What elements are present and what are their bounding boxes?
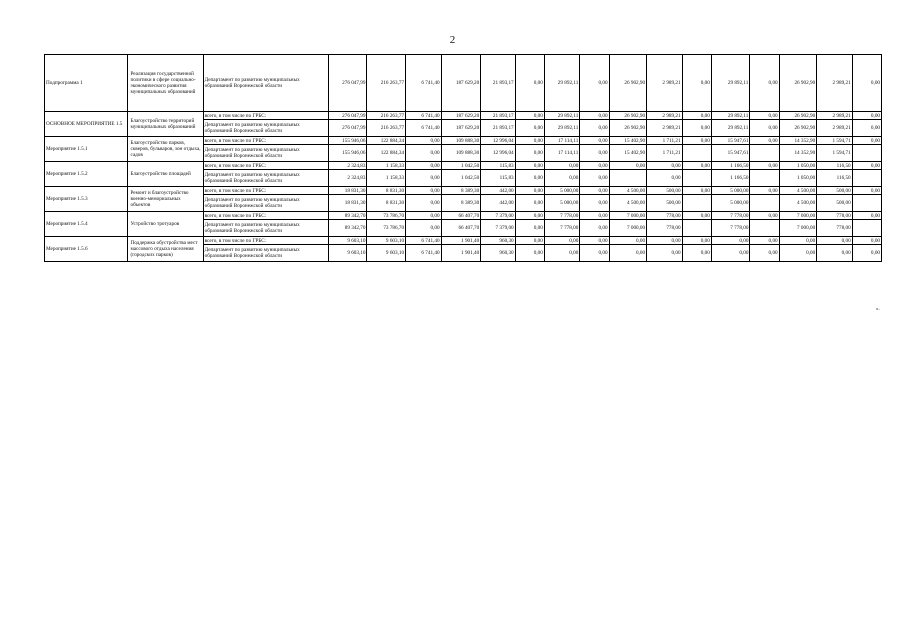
value-cell: 14 352,90: [779, 137, 817, 145]
value-cell: 29 892,11: [711, 112, 750, 120]
value-cell: 0,00: [406, 170, 441, 187]
value-cell: 4 500,00: [779, 195, 817, 212]
value-cell: 0,00: [609, 162, 647, 170]
value-cell: 0,00: [852, 55, 881, 112]
value-cell: 216 263,77: [367, 55, 406, 112]
value-cell: 1 594,71: [817, 145, 852, 162]
value-cell: 1 042,50: [441, 162, 481, 170]
value-cell: 216 263,77: [367, 120, 406, 137]
value-cell: 0,00: [580, 170, 609, 187]
value-cell: 66 407,70: [441, 212, 481, 220]
value-cell: 0,00: [779, 245, 817, 262]
value-cell: 109 888,30: [441, 145, 481, 162]
budget-table-sheet: [44, 54, 882, 262]
value-cell: [682, 170, 711, 187]
value-cell: 0,00: [406, 137, 441, 145]
row-name-cell: Мероприятие 1.5.3: [45, 187, 128, 212]
value-cell: 5 000,00: [544, 187, 579, 195]
value-cell: 0,00: [580, 137, 609, 145]
value-cell: 26 902,90: [609, 55, 647, 112]
value-cell: 0,00: [580, 55, 609, 112]
value-cell: 116,50: [817, 170, 852, 187]
value-cell: 0,00: [515, 120, 544, 137]
value-cell: 7 000,00: [609, 212, 647, 220]
value-cell: 0,00: [609, 245, 647, 262]
value-cell: 0,00: [580, 145, 609, 162]
value-cell: 0,00: [852, 245, 881, 262]
value-cell: 0,00: [682, 55, 711, 112]
value-cell: 21 893,17: [481, 55, 515, 112]
value-cell: 0,00: [750, 187, 779, 195]
executor-cell: Департамент по развитию муниципальных образований Воронежской области: [203, 120, 328, 137]
value-cell: 1 166,50: [711, 170, 750, 187]
value-cell: [852, 170, 881, 187]
value-cell: 0,00: [515, 220, 544, 237]
value-cell: 7 778,00: [711, 212, 750, 220]
value-cell: 0,00: [647, 162, 682, 170]
value-cell: 122 884,34: [367, 145, 406, 162]
page-number: 2: [449, 34, 456, 46]
value-cell: 0,00: [852, 237, 881, 245]
value-cell: 0,00: [515, 237, 544, 245]
value-cell: 115,83: [481, 170, 515, 187]
value-cell: 0,00: [406, 220, 441, 237]
value-cell: 0,00: [515, 162, 544, 170]
executor-cell: всего, в том числе по ГРБС:: [203, 187, 328, 195]
value-cell: 17 114,11: [544, 145, 579, 162]
value-cell: 500,00: [647, 187, 682, 195]
value-cell: 187 629,20: [441, 112, 481, 120]
value-cell: 442,00: [481, 187, 515, 195]
value-cell: 500,00: [817, 187, 852, 195]
value-cell: 0,00: [544, 170, 579, 187]
row-description-cell: Реализация государственной политики в сфере социально-экономического развития муниципальных образований: [128, 55, 203, 112]
value-cell: 960,30: [481, 237, 515, 245]
row-name-cell: Подпрограмма 1: [45, 55, 128, 112]
executor-cell: Департамент по развитию муниципальных образований Воронежской области: [203, 55, 328, 112]
value-cell: 109 888,30: [441, 137, 481, 145]
value-cell: 29 892,11: [544, 55, 579, 112]
value-cell: 0,00: [515, 137, 544, 145]
value-cell: [750, 195, 779, 212]
value-cell: 1 042,50: [441, 170, 481, 187]
value-cell: 0,00: [515, 245, 544, 262]
value-cell: 5 000,00: [544, 195, 579, 212]
value-cell: 26 902,90: [609, 112, 647, 120]
row-description-cell: Благоустройство территорий муниципальных образований: [128, 112, 203, 137]
value-cell: 12 996,04: [481, 145, 515, 162]
value-cell: 8 831,30: [367, 187, 406, 195]
value-cell: 0,00: [515, 170, 544, 187]
value-cell: 7 000,00: [779, 220, 817, 237]
value-cell: 0,00: [515, 145, 544, 162]
value-cell: 73 786,70: [367, 212, 406, 220]
value-cell: 778,00: [817, 212, 852, 220]
value-cell: 26 902,90: [779, 120, 817, 137]
value-cell: 0,00: [580, 195, 609, 212]
value-cell: 26 902,90: [609, 120, 647, 137]
value-cell: 0,00: [515, 212, 544, 220]
value-cell: 0,00: [544, 162, 579, 170]
value-cell: 276 047,99: [328, 112, 367, 120]
row-name-cell: Мероприятие 1.5.2: [45, 162, 128, 187]
value-cell: 21 893,17: [481, 120, 515, 137]
value-cell: 778,00: [817, 220, 852, 237]
value-cell: 500,00: [647, 195, 682, 212]
value-cell: 1 050,00: [779, 162, 817, 170]
value-cell: 5 000,00: [711, 195, 750, 212]
value-cell: 1 050,00: [779, 170, 817, 187]
value-cell: [852, 220, 881, 237]
value-cell: 0,00: [406, 212, 441, 220]
value-cell: 15 402,90: [609, 137, 647, 145]
value-cell: 1 158,33: [367, 162, 406, 170]
value-cell: 6 741,40: [406, 112, 441, 120]
value-cell: 0,00: [406, 145, 441, 162]
value-cell: 0,00: [580, 112, 609, 120]
value-cell: 1 901,40: [441, 237, 481, 245]
value-cell: 2 989,21: [817, 55, 852, 112]
row-name-cell: Мероприятие 1.5.4: [45, 212, 128, 237]
value-cell: 7 379,00: [481, 212, 515, 220]
value-cell: 0,00: [580, 120, 609, 137]
value-cell: 0,00: [544, 245, 579, 262]
value-cell: 2 324,83: [328, 162, 367, 170]
footnote-mark: ».: [876, 307, 880, 312]
value-cell: 0,00: [817, 245, 852, 262]
value-cell: [750, 170, 779, 187]
table-row: [45, 55, 882, 112]
value-cell: 122 884,34: [367, 137, 406, 145]
value-cell: 0,00: [647, 245, 682, 262]
budget-table-body: [45, 55, 882, 262]
value-cell: 26 902,90: [779, 55, 817, 112]
row-description-cell: Устройство тротуаров: [128, 212, 203, 237]
value-cell: 7 778,00: [544, 220, 579, 237]
value-cell: 18 831,30: [328, 187, 367, 195]
value-cell: 0,00: [515, 187, 544, 195]
value-cell: 0,00: [852, 112, 881, 120]
value-cell: 0,00: [515, 195, 544, 212]
value-cell: [682, 145, 711, 162]
value-cell: 12 996,04: [481, 137, 515, 145]
value-cell: 0,00: [682, 187, 711, 195]
value-cell: [682, 195, 711, 212]
value-cell: 29 892,11: [711, 120, 750, 137]
value-cell: 778,00: [647, 220, 682, 237]
value-cell: 0,00: [682, 120, 711, 137]
value-cell: 960,30: [481, 245, 515, 262]
value-cell: 116,50: [817, 162, 852, 170]
value-cell: 1 901,40: [441, 245, 481, 262]
value-cell: 0,00: [750, 112, 779, 120]
value-cell: 4 500,00: [609, 187, 647, 195]
value-cell: 187 629,20: [441, 55, 481, 112]
value-cell: 1 166,50: [711, 162, 750, 170]
value-cell: 0,00: [682, 162, 711, 170]
value-cell: 0,00: [750, 237, 779, 245]
value-cell: 2 989,21: [647, 112, 682, 120]
executor-cell: всего, в том числе по ГРБС:: [203, 237, 328, 245]
executor-cell: Департамент по развитию муниципальных образований Воронежской области: [203, 145, 328, 162]
value-cell: 0,00: [682, 245, 711, 262]
value-cell: 21 893,17: [481, 112, 515, 120]
value-cell: 7 000,00: [779, 212, 817, 220]
value-cell: [852, 195, 881, 212]
row-description-cell: Благоустройство парков, скверов, бульваров, зон отдыха, садов: [128, 137, 203, 162]
value-cell: 7 778,00: [711, 220, 750, 237]
value-cell: 0,00: [580, 187, 609, 195]
executor-cell: Департамент по развитию муниципальных образований Воронежской области: [203, 220, 328, 237]
value-cell: 0,00: [580, 237, 609, 245]
executor-cell: Департамент по развитию муниципальных образований Воронежской области: [203, 170, 328, 187]
row-description-cell: Поддержка обустройства мест массового отдыха населения (городских парков): [128, 237, 203, 262]
value-cell: 1 158,33: [367, 170, 406, 187]
value-cell: 0,00: [544, 237, 579, 245]
value-cell: 7 379,00: [481, 220, 515, 237]
value-cell: 155 946,06: [328, 137, 367, 145]
value-cell: 187 629,20: [441, 120, 481, 137]
value-cell: 2 989,21: [647, 55, 682, 112]
value-cell: 15 402,90: [609, 145, 647, 162]
value-cell: 0,00: [580, 162, 609, 170]
table-row: [45, 112, 882, 120]
value-cell: 6 741,40: [406, 55, 441, 112]
value-cell: 1 594,71: [817, 137, 852, 145]
value-cell: 0,00: [682, 212, 711, 220]
value-cell: 29 892,11: [544, 112, 579, 120]
row-name-cell: Мероприятие 1.5.6: [45, 237, 128, 262]
value-cell: 0,00: [647, 170, 682, 187]
value-cell: 1 711,21: [647, 145, 682, 162]
value-cell: 5 000,00: [711, 187, 750, 195]
value-cell: [682, 220, 711, 237]
value-cell: 73 786,70: [367, 220, 406, 237]
value-cell: 0,00: [515, 112, 544, 120]
executor-cell: Департамент по развитию муниципальных образований Воронежской области: [203, 245, 328, 262]
value-cell: 442,00: [481, 195, 515, 212]
value-cell: 0,00: [682, 237, 711, 245]
value-cell: 29 892,11: [711, 55, 750, 112]
value-cell: 0,00: [647, 237, 682, 245]
value-cell: [852, 145, 881, 162]
value-cell: 7 778,00: [544, 212, 579, 220]
value-cell: 15 947,61: [711, 145, 750, 162]
value-cell: [750, 220, 779, 237]
value-cell: 2 989,21: [647, 120, 682, 137]
row-description-cell: Благоустройство площадей: [128, 162, 203, 187]
value-cell: 0,00: [711, 237, 750, 245]
value-cell: 89 342,70: [328, 220, 367, 237]
value-cell: [609, 170, 647, 187]
value-cell: 0,00: [750, 137, 779, 145]
value-cell: 0,00: [750, 245, 779, 262]
value-cell: 0,00: [852, 187, 881, 195]
value-cell: 9 603,10: [367, 237, 406, 245]
value-cell: 155 946,06: [328, 145, 367, 162]
value-cell: 0,00: [817, 237, 852, 245]
value-cell: 8 389,30: [441, 195, 481, 212]
value-cell: 7 000,00: [609, 220, 647, 237]
executor-cell: всего, в том числе по ГРБС:: [203, 212, 328, 220]
value-cell: 18 831,30: [328, 195, 367, 212]
value-cell: 2 989,21: [817, 112, 852, 120]
value-cell: 4 500,00: [609, 195, 647, 212]
value-cell: 0,00: [580, 212, 609, 220]
value-cell: 6 741,40: [406, 120, 441, 137]
table-row: [45, 212, 882, 220]
value-cell: 17 114,11: [544, 137, 579, 145]
value-cell: [750, 145, 779, 162]
value-cell: 0,00: [580, 245, 609, 262]
value-cell: 2 989,21: [817, 120, 852, 137]
row-name-cell: Мероприятие 1.5.1: [45, 137, 128, 162]
row-description-cell: Ремонт и благоустройство военно-мемориальных объектов: [128, 187, 203, 212]
value-cell: 2 324,83: [328, 170, 367, 187]
value-cell: 216 263,77: [367, 112, 406, 120]
value-cell: 66 407,70: [441, 220, 481, 237]
value-cell: 9 603,10: [328, 237, 367, 245]
value-cell: 778,00: [647, 212, 682, 220]
value-cell: 0,00: [406, 162, 441, 170]
value-cell: 15 947,61: [711, 137, 750, 145]
value-cell: 276 047,99: [328, 55, 367, 112]
value-cell: 0,00: [852, 162, 881, 170]
value-cell: 29 892,11: [544, 120, 579, 137]
value-cell: 0,00: [750, 55, 779, 112]
value-cell: 0,00: [779, 237, 817, 245]
budget-table: [44, 54, 882, 262]
value-cell: 9 603,10: [367, 245, 406, 262]
value-cell: 1 711,21: [647, 137, 682, 145]
value-cell: 6 741,40: [406, 237, 441, 245]
value-cell: 0,00: [682, 112, 711, 120]
value-cell: 0,00: [609, 237, 647, 245]
table-row: [45, 237, 882, 245]
value-cell: 0,00: [682, 137, 711, 145]
value-cell: 0,00: [406, 187, 441, 195]
value-cell: 26 902,90: [779, 112, 817, 120]
row-name-cell: ОСНОВНОЕ МЕРОПРИЯТИЕ 1.5: [45, 112, 128, 137]
executor-cell: Департамент по развитию муниципальных образований Воронежской области: [203, 195, 328, 212]
value-cell: 0,00: [750, 212, 779, 220]
value-cell: 276 047,99: [328, 120, 367, 137]
value-cell: 0,00: [580, 220, 609, 237]
value-cell: 500,00: [817, 195, 852, 212]
executor-cell: всего, в том числе по ГРБС:: [203, 137, 328, 145]
value-cell: 8 831,30: [367, 195, 406, 212]
value-cell: 0,00: [750, 120, 779, 137]
value-cell: 0,00: [711, 245, 750, 262]
value-cell: 0,00: [406, 195, 441, 212]
value-cell: 89 342,70: [328, 212, 367, 220]
value-cell: 0,00: [750, 162, 779, 170]
value-cell: 0,00: [852, 120, 881, 137]
value-cell: 8 389,30: [441, 187, 481, 195]
value-cell: 0,00: [852, 137, 881, 145]
value-cell: 14 352,90: [779, 145, 817, 162]
executor-cell: всего, в том числе по ГРБС:: [203, 112, 328, 120]
value-cell: 115,83: [481, 162, 515, 170]
value-cell: 4 500,00: [779, 187, 817, 195]
executor-cell: всего, в том числе по ГРБС:: [203, 162, 328, 170]
value-cell: 0,00: [515, 55, 544, 112]
value-cell: 6 741,40: [406, 245, 441, 262]
value-cell: 9 603,10: [328, 245, 367, 262]
table-row: [45, 162, 882, 170]
value-cell: 0,00: [852, 212, 881, 220]
table-row: [45, 187, 882, 195]
table-row: [45, 137, 882, 145]
